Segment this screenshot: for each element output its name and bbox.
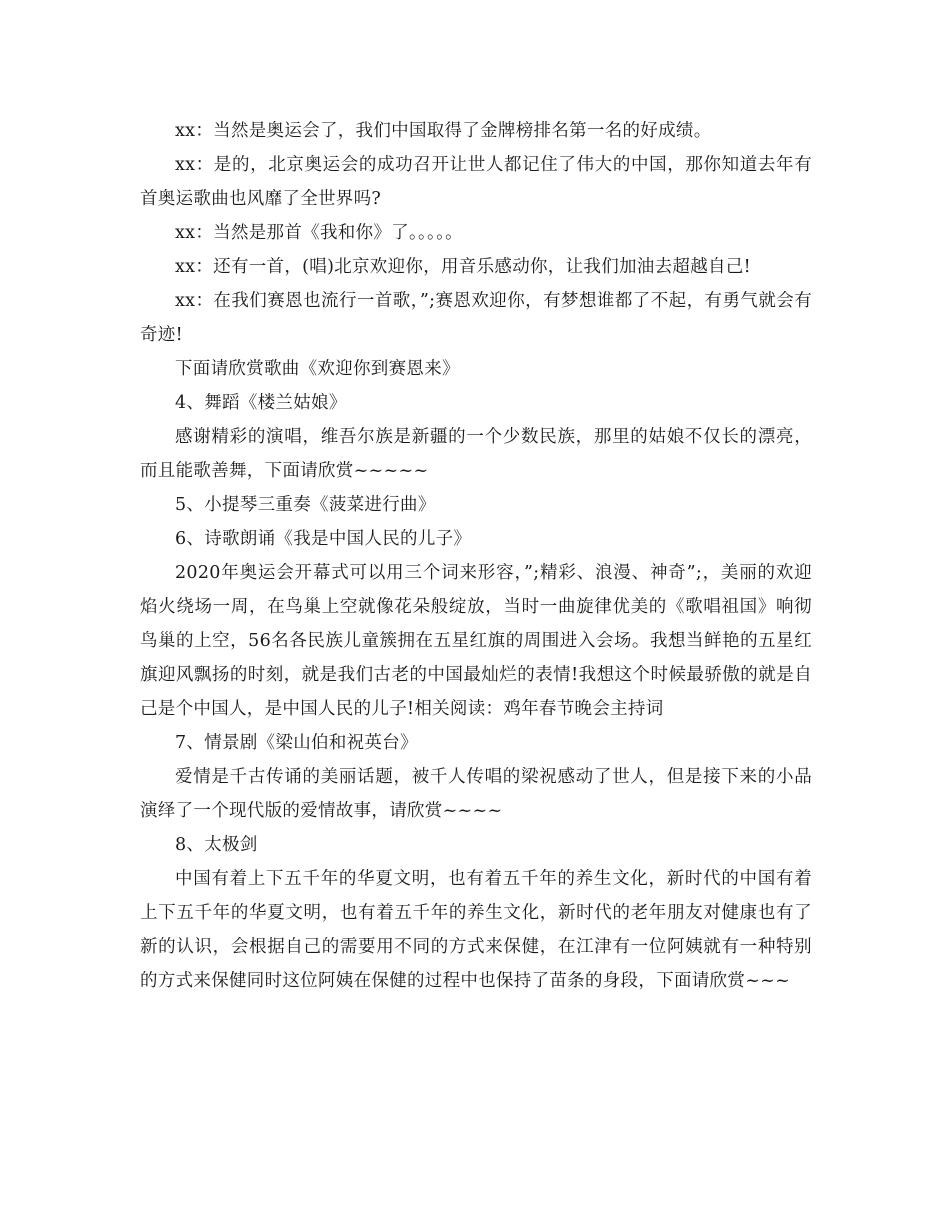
paragraph-2: xx：是的，北京奥运会的成功召开让世人都记住了伟大的中国，那你知道去年有首奥运歌曲也风靡了全世界吗? xyxy=(140,155,812,209)
document-page xyxy=(140,114,812,998)
paragraph-13: 爱情是千古传诵的美丽话题，被千人传唱的梁祝感动了世人，但是接下来的小品演绎了一个现代版的爱情故事，请欣赏~~~~ xyxy=(140,767,812,821)
paragraph-11: 2020年奥运会开幕式可以用三个词来形容，”;精彩、浪漫、神奇”;，美丽的欢迎焰火绕场一周，在鸟巢上空就像花朵般绽放，当时一曲旋律优美的《歌唱祖国》响彻鸟巢的上空，56名各民族儿童簇拥在五星红旗的周围进入会场。我想当鲜艳的五星红旗迎风飘扬的时刻，就是我们古老的中国最灿烂的表情!我想这个时候最骄傲的就是自己是个中国人，是中国人民的儿子!相关阅读：鸡年春节晚会主持词 xyxy=(140,563,812,719)
paragraph-1: xx：当然是奥运会了，我们中国取得了金牌榜排名第一名的好成绩。 xyxy=(175,121,712,141)
paragraph-15: 中国有着上下五千年的华夏文明，也有着五千年的养生文化，新时代的中国有着上下五千年的华夏文明，也有着五千年的养生文化，新时代的老年朋友对健康也有了新的认识，会根据自己的需要用不同的方式来保健，在江津有一位阿姨就有一种特别的方式来保健同时这位阿姨在保健的过程中也保持了苗条的身段，下面请欣赏~~~ xyxy=(140,869,812,991)
paragraph-6: 下面请欣赏歌曲《欢迎你到赛恩来》 xyxy=(175,359,460,379)
section-heading-4: 4、舞蹈《楼兰姑娘》 xyxy=(175,393,347,413)
section-heading-7: 7、情景剧《梁山伯和祝英台》 xyxy=(175,733,418,753)
paragraph-3: xx：当然是那首《我和你》了。。。。。 xyxy=(175,223,463,243)
paragraph-4: xx：还有一首，(唱)北京欢迎你，用音乐感动你，让我们加油去超越自己! xyxy=(175,257,751,277)
paragraph-5: xx：在我们赛恩也流行一首歌，”;赛恩欢迎你，有梦想谁都了不起，有勇气就会有奇迹! xyxy=(140,291,812,345)
section-heading-6: 6、诗歌朗诵《我是中国人民的儿子》 xyxy=(175,529,472,549)
paragraph-8: 感谢精彩的演唱，维吾尔族是新疆的一个少数民族，那里的姑娘不仅长的漂亮，而且能歌善舞，下面请欣赏~~~~~ xyxy=(140,427,812,481)
section-heading-8: 8、太极剑 xyxy=(175,835,258,855)
section-heading-5: 5、小提琴三重奏《菠菜进行曲》 xyxy=(175,495,436,515)
